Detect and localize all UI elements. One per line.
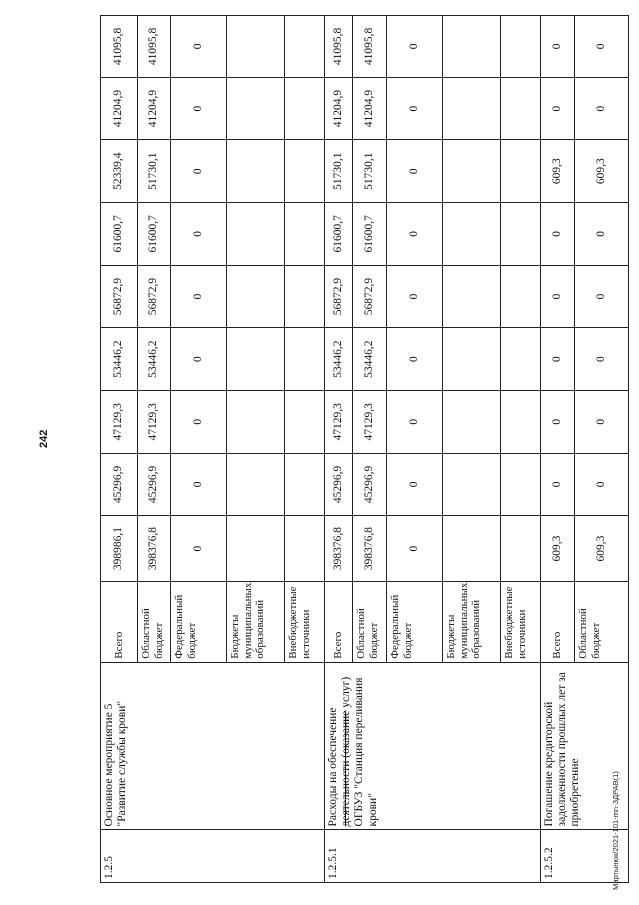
value-cell	[285, 390, 325, 453]
value-cell: 0	[575, 203, 629, 266]
value-cell	[501, 265, 541, 328]
value-cell: 0	[387, 16, 443, 78]
value-cell	[285, 453, 325, 516]
value-cell: 56872,9	[138, 265, 171, 328]
row-name-part: услуг) ОГБУЗ "Станция переливания крови"	[340, 676, 379, 827]
value-cell: 0	[541, 203, 575, 266]
budget-table-rotated	[100, 15, 607, 883]
value-cell: 398376,8	[353, 516, 387, 582]
value-cell: 56872,9	[325, 265, 353, 328]
value-cell: 51730,1	[353, 140, 387, 203]
value-cell: 398376,8	[138, 516, 171, 582]
value-cell: 0	[575, 390, 629, 453]
budget-table	[100, 15, 629, 883]
value-cell: 0	[387, 203, 443, 266]
value-cell: 41204,9	[325, 77, 353, 140]
value-cell	[501, 390, 541, 453]
value-cell: 41095,8	[353, 16, 387, 78]
value-cell: 61600,7	[101, 203, 138, 266]
row-code: 1.2.5.1	[325, 830, 541, 883]
funding-source: Областной бюджет	[353, 581, 387, 662]
value-cell: 56872,9	[353, 265, 387, 328]
value-cell: 45296,9	[138, 453, 171, 516]
value-cell: 0	[387, 453, 443, 516]
value-cell	[443, 328, 501, 391]
value-cell: 0	[541, 453, 575, 516]
value-cell	[443, 516, 501, 582]
value-cell: 609,3	[575, 140, 629, 203]
value-cell: 398376,8	[325, 516, 353, 582]
value-cell	[501, 140, 541, 203]
value-cell	[501, 77, 541, 140]
value-cell: 0	[387, 77, 443, 140]
row-name-part: Расходы на обеспечение	[327, 707, 339, 827]
value-cell	[443, 16, 501, 78]
value-cell: 47129,3	[325, 390, 353, 453]
funding-source: Областной бюджет	[575, 581, 629, 662]
value-cell: 45296,9	[325, 453, 353, 516]
value-cell	[285, 265, 325, 328]
value-cell: 61600,7	[353, 203, 387, 266]
value-cell	[501, 16, 541, 78]
row-code: 1.2.5.2	[541, 830, 629, 883]
value-cell: 0	[171, 140, 227, 203]
value-cell	[285, 16, 325, 78]
funding-source: Внебюджетные источники	[285, 581, 325, 662]
value-cell: 0	[171, 328, 227, 391]
value-cell	[443, 265, 501, 328]
value-cell: 0	[541, 16, 575, 78]
value-cell: 0	[541, 390, 575, 453]
value-cell	[285, 328, 325, 391]
funding-source: Внебюджетные источники	[501, 581, 541, 662]
value-cell: 41204,9	[353, 77, 387, 140]
value-cell: 0	[171, 390, 227, 453]
value-cell: 47129,3	[101, 390, 138, 453]
value-cell	[285, 516, 325, 582]
value-cell: 609,3	[541, 140, 575, 203]
value-cell: 0	[387, 328, 443, 391]
value-cell	[227, 328, 285, 391]
value-cell: 51730,1	[325, 140, 353, 203]
value-cell	[501, 203, 541, 266]
value-cell	[227, 77, 285, 140]
value-cell: 609,3	[575, 516, 629, 582]
value-cell: 0	[171, 265, 227, 328]
value-cell: 41204,9	[138, 77, 171, 140]
funding-source: Всего	[325, 581, 353, 662]
value-cell: 61600,7	[138, 203, 171, 266]
funding-source: Областной бюджет	[138, 581, 171, 662]
value-cell: 0	[387, 516, 443, 582]
document-reference: Мартынюк/2021-101-mn-ЗДРАВ(1)	[611, 771, 620, 890]
value-cell	[285, 140, 325, 203]
value-cell: 52339,4	[101, 140, 138, 203]
value-cell: 53446,2	[325, 328, 353, 391]
value-cell: 0	[541, 77, 575, 140]
funding-source: Бюджеты муниципальных образований	[227, 581, 285, 662]
row-name-struck: деятельности (оказание	[340, 710, 353, 827]
value-cell: 0	[387, 390, 443, 453]
value-cell: 41095,8	[101, 16, 138, 78]
value-cell: 45296,9	[353, 453, 387, 516]
funding-source: Всего	[541, 581, 575, 662]
value-cell: 47129,3	[353, 390, 387, 453]
funding-source: Федеральный бюджет	[171, 581, 227, 662]
value-cell: 56872,9	[101, 265, 138, 328]
table-row	[325, 16, 353, 883]
value-cell	[227, 390, 285, 453]
value-cell	[285, 77, 325, 140]
value-cell: 41095,8	[325, 16, 353, 78]
funding-source: Федеральный бюджет	[387, 581, 443, 662]
value-cell: 53446,2	[353, 328, 387, 391]
value-cell	[501, 516, 541, 582]
value-cell: 398986,1	[101, 516, 138, 582]
value-cell: 47129,3	[138, 390, 171, 453]
value-cell: 0	[541, 265, 575, 328]
value-cell	[443, 390, 501, 453]
funding-source: Бюджеты муниципальных образований	[443, 581, 501, 662]
value-cell	[227, 516, 285, 582]
row-name	[325, 662, 541, 830]
value-cell: 0	[171, 16, 227, 78]
value-cell	[227, 265, 285, 328]
value-cell: 0	[575, 77, 629, 140]
row-name: Основное мероприятие 5 "Развитие службы крови"	[101, 662, 325, 830]
table-row	[101, 16, 138, 883]
value-cell	[227, 140, 285, 203]
value-cell: 0	[171, 77, 227, 140]
value-cell: 0	[171, 203, 227, 266]
value-cell: 0	[387, 265, 443, 328]
value-cell: 609,3	[541, 516, 575, 582]
value-cell	[227, 453, 285, 516]
value-cell: 51730,1	[138, 140, 171, 203]
value-cell	[501, 453, 541, 516]
table-row	[541, 16, 575, 883]
value-cell: 0	[575, 453, 629, 516]
value-cell	[443, 77, 501, 140]
value-cell	[227, 203, 285, 266]
page-number: 242	[38, 429, 50, 448]
value-cell	[443, 453, 501, 516]
value-cell: 61600,7	[325, 203, 353, 266]
value-cell: 53446,2	[138, 328, 171, 391]
value-cell: 0	[171, 453, 227, 516]
value-cell	[227, 16, 285, 78]
value-cell: 0	[575, 265, 629, 328]
value-cell: 45296,9	[101, 453, 138, 516]
value-cell	[443, 140, 501, 203]
value-cell: 0	[575, 16, 629, 78]
value-cell: 0	[541, 328, 575, 391]
value-cell: 0	[387, 140, 443, 203]
value-cell: 41204,9	[101, 77, 138, 140]
row-name: Погашение кредиторской задолженности прошлых лет за приобретение	[541, 662, 629, 830]
value-cell: 0	[171, 516, 227, 582]
value-cell: 0	[575, 328, 629, 391]
value-cell	[443, 203, 501, 266]
value-cell: 41095,8	[138, 16, 171, 78]
funding-source: Всего	[101, 581, 138, 662]
value-cell	[501, 328, 541, 391]
value-cell: 53446,2	[101, 328, 138, 391]
row-code: 1.2.5	[101, 830, 325, 883]
value-cell	[285, 203, 325, 266]
